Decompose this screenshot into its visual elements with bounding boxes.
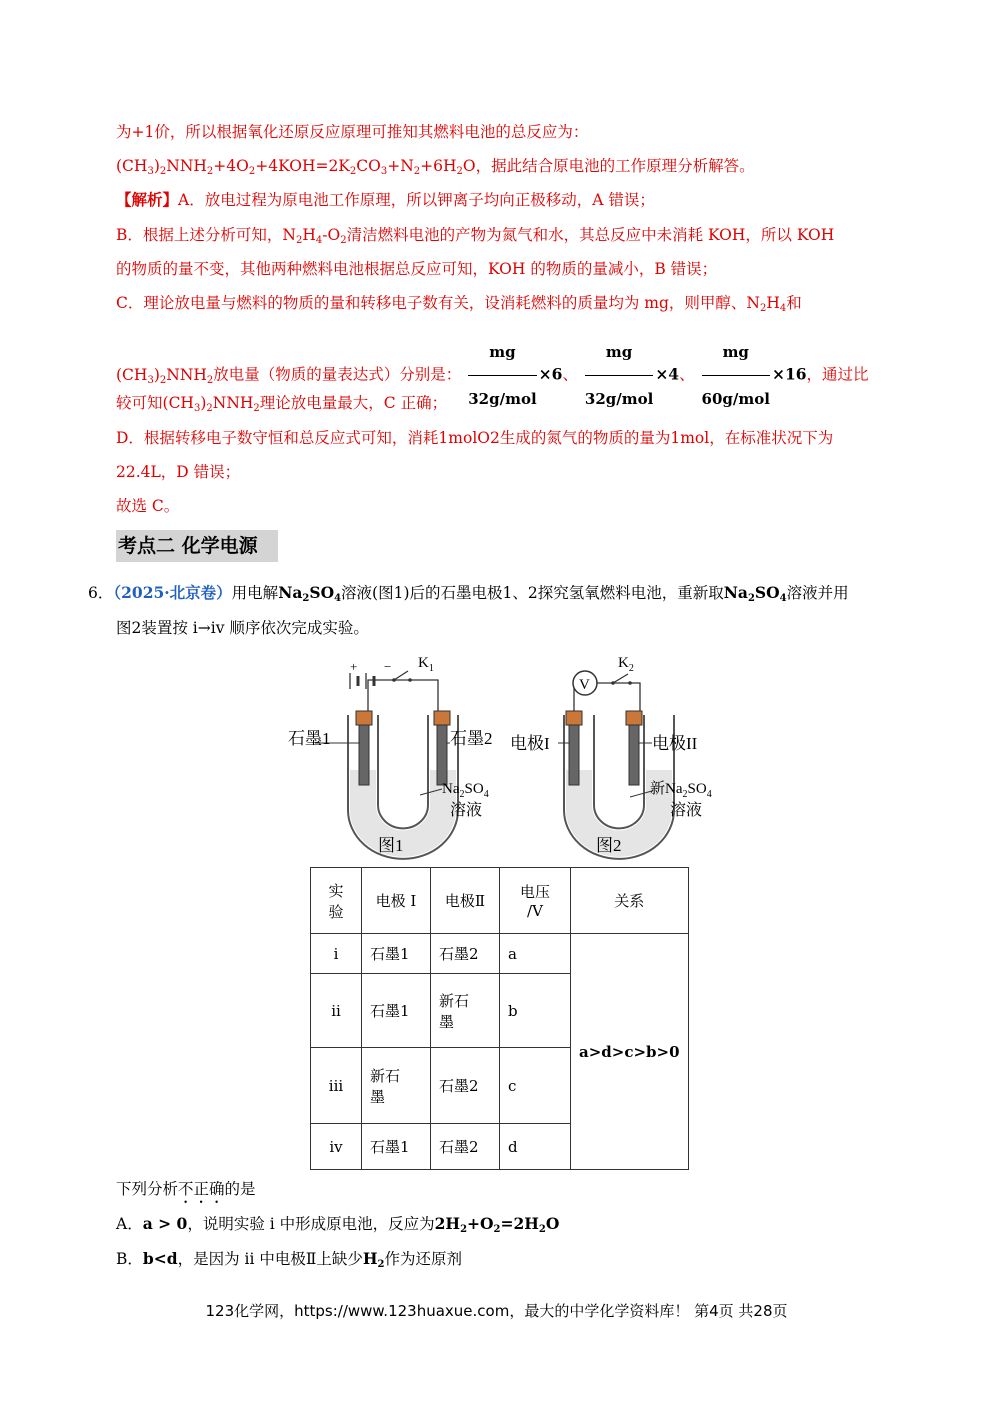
experiment-table	[310, 867, 689, 1170]
table-row: iii 新石 墨 石墨2 c	[311, 1048, 689, 1124]
relation-cell: a>d>c>b>0	[571, 934, 689, 1170]
dimethylhydrazine-formula: $(CH_3)_2NNH_2$	[116, 365, 214, 386]
option-a[interactable]: A．a > 0，说明实验 i 中形成原电池，反应为$2H_2+O_2=2H_2O$	[116, 1214, 560, 1235]
option-b[interactable]: B．b<d，是因为 ii 中电极Ⅱ上缺少$H_2$作为还原剂	[116, 1249, 463, 1270]
emphasis-not-correct: 不正确	[178, 1180, 225, 1198]
table-header-row	[311, 868, 689, 934]
table-row: i 石墨1 石墨2 a a>d>c>b>0	[311, 934, 689, 974]
header-relation: 关系	[571, 868, 689, 934]
electrolysis-figure	[280, 645, 750, 860]
electrode-1-label: 电极I	[510, 734, 550, 753]
table-row: ii 石墨1 新石 墨 b	[311, 974, 689, 1048]
header-electrode-2: 电极Ⅱ	[431, 868, 500, 934]
analysis-line-8: 较可知$(CH_3)_2NNH_2$理论放电量最大，C 正确；	[116, 394, 448, 414]
svg-text:+: +	[350, 659, 358, 674]
k2-label: $K_2$	[618, 655, 634, 674]
analysis-line-7: $(CH_3)_2NNH_2$放电量（物质的量表达式）分别是： $\frac{mg}{\text{32g/mol}}$ ×6、 $\frac{mg}{\text{32g/mol}}$ ×4、 $\frac{mg}{\text{60g/mol}}$ ×16，通过比	[116, 330, 869, 421]
k1-label: $K_1$	[418, 655, 434, 674]
section-title: 考点二 化学电源	[116, 530, 278, 562]
total-reaction-equation: $(CH_3)_2NNH_2+4O_2+4KOH=2K_2CO_3+N_2+6H_2O$	[116, 157, 476, 177]
graphite-2-label: 石墨2	[450, 729, 493, 748]
header-electrode-1: 电极 I	[362, 868, 431, 934]
analysis-line-5: 的物质的量不变，其他两种燃料电池根据总反应可知，KOH 的物质的量减小，B 错误；	[116, 260, 718, 278]
n2h4-o2-formula: $N_2H_4-O_2$	[282, 226, 347, 246]
figure-1	[288, 655, 493, 859]
question-6-line-2: 图2装置按 i→iv 顺序依次完成实验。	[116, 619, 369, 637]
figure-2	[510, 655, 712, 859]
svg-text:溶液: 溶液	[670, 802, 703, 819]
new-na2so4-label: 新$Na_2SO_4$	[650, 781, 712, 800]
fraction-methanol: $\frac{mg}{\text{32g/mol}}$	[468, 330, 536, 421]
question-prompt: 下列分析不正确的是	[116, 1180, 256, 1198]
question-source: （2025·北京卷）	[113, 583, 232, 602]
graphite-1-label: 石墨1	[288, 729, 331, 748]
analysis-line-11: 故选 C。	[116, 497, 180, 515]
jiexi-tag: 【解析】	[116, 190, 179, 209]
fig2-caption: 图2	[596, 836, 622, 855]
header-voltage: 电压 /V	[500, 868, 571, 934]
analysis-line-3: 【解析】A．放电过程为原电池工作原理，所以钾离子均向正极移动，A 错误；	[116, 190, 655, 209]
svg-text:V: V	[579, 677, 590, 693]
analysis-line-4: B．根据上述分析可知，$N_2H_4-O_2$清洁燃料电池的产物为氮气和水，其总反应中未消耗 KOH，所以 KOH	[116, 226, 835, 246]
analysis-line-10: 22.4L，D 错误；	[116, 463, 241, 481]
analysis-line-6: C．理论放电量与燃料的物质的量和转移电子数有关，设消耗燃料的质量均为 mg，则甲醇、$N_2H_4$和	[116, 294, 802, 314]
fig1-caption: 图1	[378, 836, 404, 855]
na2so4-label: $Na_2SO_4$	[442, 781, 489, 800]
svg-text:−: −	[384, 659, 392, 674]
page-footer: 123化学网，https://www.123huaxue.com，最大的中学化学资料库！ 第4页 共28页	[205, 1302, 788, 1320]
analysis-line-9: D．根据转移电子数守恒和总反应式可知，消耗1molO2生成的氮气的物质的量为1mol，在标准状况下为	[116, 429, 834, 447]
analysis-line-2: $(CH_3)_2NNH_2+4O_2+4KOH=2K_2CO_3+N_2+6H_2O$，据此结合原电池的工作原理分析解答。	[116, 157, 755, 177]
electrode-2-label: 电极II	[652, 734, 698, 753]
header-experiment: 实 验	[311, 868, 362, 934]
question-6-line-1: 6．（2025·北京卷）用电解$Na_2SO_4$溶液(图1)后的石墨电极1、2探究氢氧燃料电池，重新取$Na_2SO_4$溶液并用	[88, 583, 849, 604]
svg-text:溶液: 溶液	[450, 802, 483, 819]
n2h4-formula: $N_2H_4$	[746, 294, 787, 314]
fraction-dimethylhydrazine: $\frac{mg}{\text{60g/mol}}$	[702, 330, 770, 421]
fraction-hydrazine: $\frac{mg}{\text{32g/mol}}$	[585, 330, 653, 421]
analysis-line-1: 为+1价，所以根据氧化还原反应原理可推知其燃料电池的总反应为：	[116, 123, 589, 141]
table-row: iv 石墨1 石墨2 d	[311, 1124, 689, 1170]
